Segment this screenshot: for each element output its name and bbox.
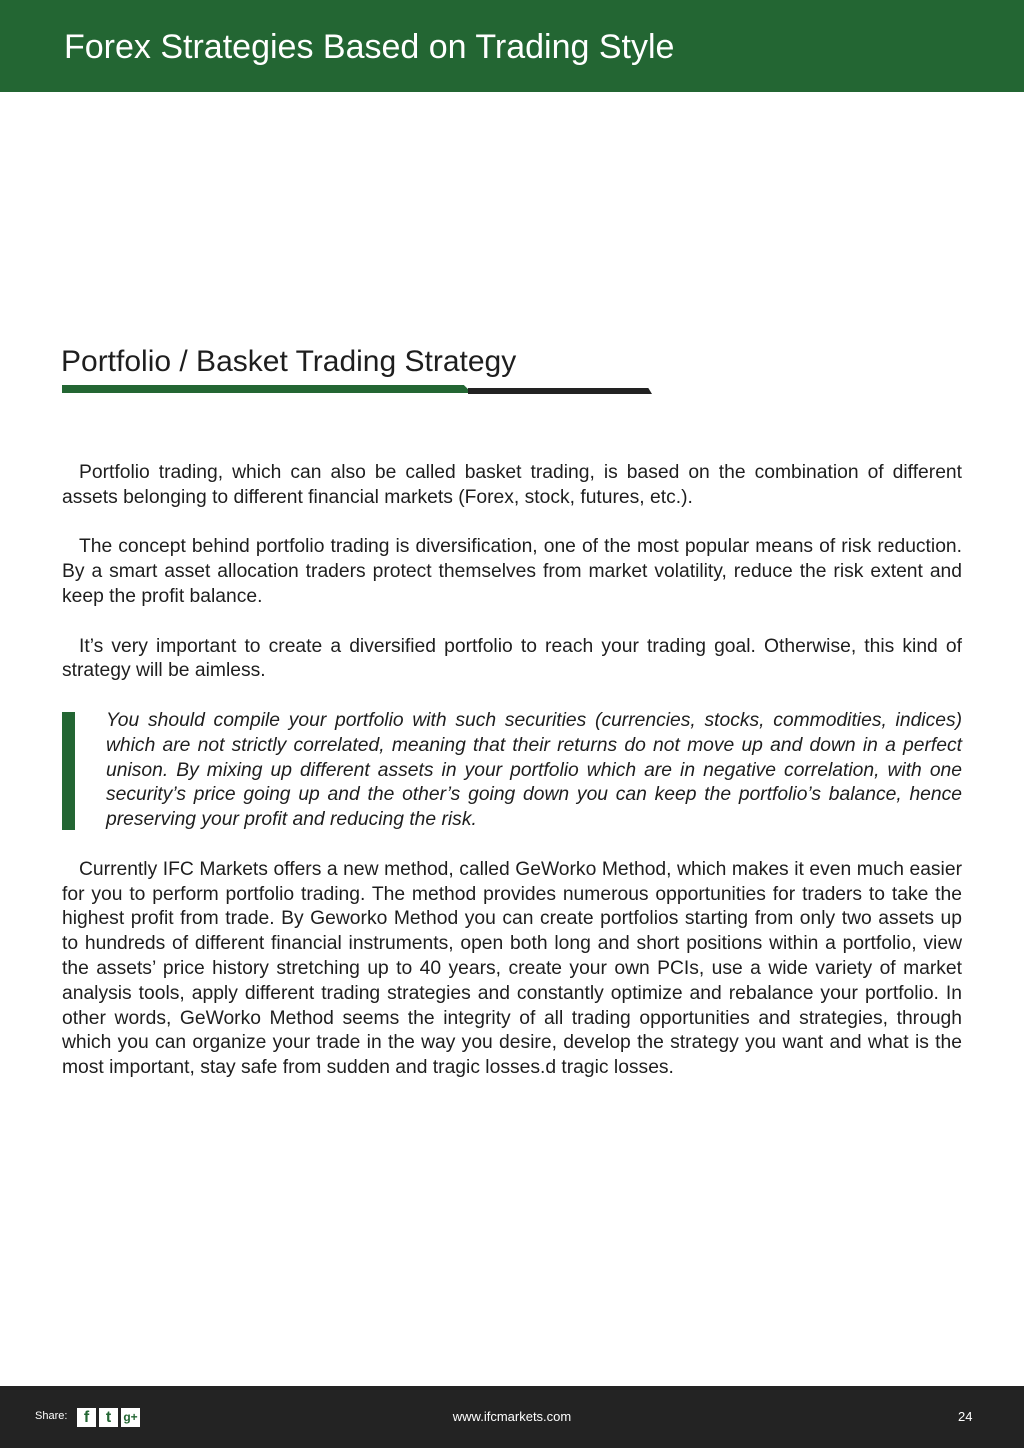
page-footer	[0, 1386, 1024, 1448]
website-link[interactable]: www.ifcmarkets.com	[452, 1409, 572, 1424]
blockquote	[62, 709, 962, 833]
quote-text: You should compile your portfolio with such securities (currencies, stocks, commodities, indices) which are not strictly correlated, meaning that their returns do not move up and down in a perfect unison. By mixing up different assets in your portfolio which are in negative correlation, with one security’s price going up and the other’s going down you can keep the portfolio’s balance, hence preserving your profit and reducing the risk.	[106, 709, 962, 831]
twitter-icon[interactable]: t	[99, 1408, 118, 1427]
body-text	[62, 461, 962, 1106]
paragraph: It’s very important to create a diversified portfolio to reach your trading goal. Otherwise, this kind of strategy will be aimless.	[62, 635, 962, 682]
title-underline-green	[62, 385, 472, 393]
page-number: 24	[958, 1409, 973, 1424]
share-label: Share:	[35, 1410, 68, 1422]
title-underline-dark	[468, 388, 652, 394]
facebook-icon[interactable]: f	[77, 1408, 96, 1427]
paragraph: Currently IFC Markets offers a new method, called GeWorko Method, which makes it even much easier for you to perform portfolio trading. The method provides numerous opportunities for traders to take the highest profit from trade. By Geworko Method you can create portfolios starting from only two assets up to hundreds of different financial instruments, open both long and short positions within a portfolio, view the assets’ price history stretching up to 40 years, create your own PCIs, use a wide variety of market analysis tools, apply different trading strategies and constantly optimize and rebalance your portfolio. In other words, GeWorko Method seems the integrity of all trading opportunities and strategies, through which you can organize your trade in the way you desire, develop the strategy you want and what is the most important, stay safe from sudden and tragic losses.d tragic losses.	[62, 858, 962, 1079]
paragraph: The concept behind portfolio trading is diversification, one of the most popular means of risk reduction. By a smart asset allocation traders protect themselves from market volatility, reduce the risk extent and keep the profit balance.	[62, 536, 962, 607]
section-title: Portfolio / Basket Trading Strategy	[61, 345, 517, 378]
quote-bar	[62, 712, 75, 830]
header-title: Forex Strategies Based on Trading Style	[64, 28, 675, 66]
google-plus-icon[interactable]: g+	[121, 1408, 140, 1427]
paragraph: Portfolio trading, which can also be called basket trading, is based on the combination of different assets belonging to different financial markets (Forex, stock, futures, etc.).	[62, 462, 962, 508]
page-header	[0, 0, 1024, 92]
